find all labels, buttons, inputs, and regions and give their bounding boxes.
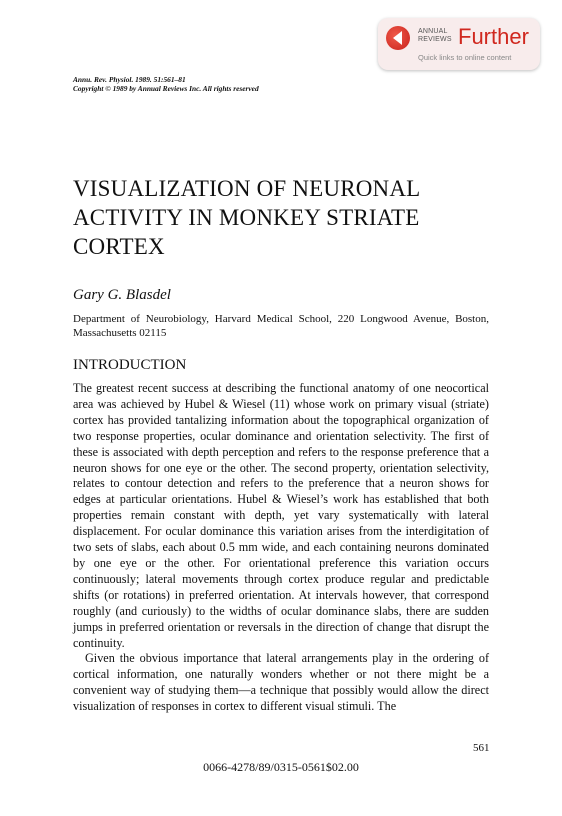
- title-line-3: CORTEX: [73, 234, 165, 259]
- page-number: 561: [473, 742, 490, 754]
- banner-tagline: Quick links to online content: [418, 53, 512, 62]
- citation-line: Annu. Rev. Physiol. 1989. 51:561–81: [73, 75, 186, 84]
- banner-reviews-label: REVIEWS: [418, 36, 452, 43]
- body-paragraph: The greatest recent success at describing the functional anatomy of one neocortical area was achieved by Hubel & Wiesel (11) whose work on primary visual (striate) cortex has provided tantalizing information about the topographical organization of two response properties, ocular dominance and orientation selectivity. The first of these is associated with depth perception and refers to the response preference that a neuron shows for one eye or the other. The second property, orientation selectivity, relates to contour detection and refers to the preference that a neuron shows for edges at particular orientations. Hubel & Wiesel’s work has established that both properties remain constant with depth, yet vary systematically with lateral displacement. For ocular dominance this variation arises from the interdigitation of two sets of slabs, each about 0.5 mm wide, and each containing neurons dominated by one eye or the other. For orientational preference this variation occurs continuously; lateral movements through cortex produce regular and predictable shifts (or rotations) in preferred orientation. At intervals however, that correspond roughly (and curiously) to the widths of ocular dominance slabs, there are sudden jumps in preferred orientation or reversals in the direction of change that disrupt the continuity.: [73, 381, 489, 650]
- banner-annual-label: ANNUAL: [418, 28, 448, 35]
- journal-citation: [73, 75, 259, 93]
- article-title: [73, 174, 493, 261]
- banner-further-label: Further: [458, 24, 529, 49]
- article-code: 0066-4278/89/0315-0561$02.00: [203, 760, 359, 774]
- author-name: Gary G. Blasdel: [73, 287, 171, 303]
- author-affiliation: Department of Neurobiology, Harvard Medical School, 220 Longwood Avenue, Boston, Massachusetts 02115: [73, 313, 489, 339]
- copyright-line: Copyright © 1989 by Annual Reviews Inc. All rights reserved: [73, 84, 259, 93]
- article-body: [73, 381, 489, 715]
- section-heading: INTRODUCTION: [73, 357, 187, 373]
- title-line-2: ACTIVITY IN MONKEY STRIATE: [73, 205, 420, 230]
- annual-reviews-further-banner[interactable]: [378, 18, 540, 70]
- body-paragraph: Given the obvious importance that lateral arrangements play in the ordering of cortical information, one naturally wonders whether or not there might be a convenient way of studying them—a technique that possibly would allow the direct visualization of responses in cortex to different visual stimuli. The: [73, 651, 489, 714]
- title-line-1: VISUALIZATION OF NEURONAL: [73, 176, 421, 201]
- arrow-left-icon: [386, 26, 410, 50]
